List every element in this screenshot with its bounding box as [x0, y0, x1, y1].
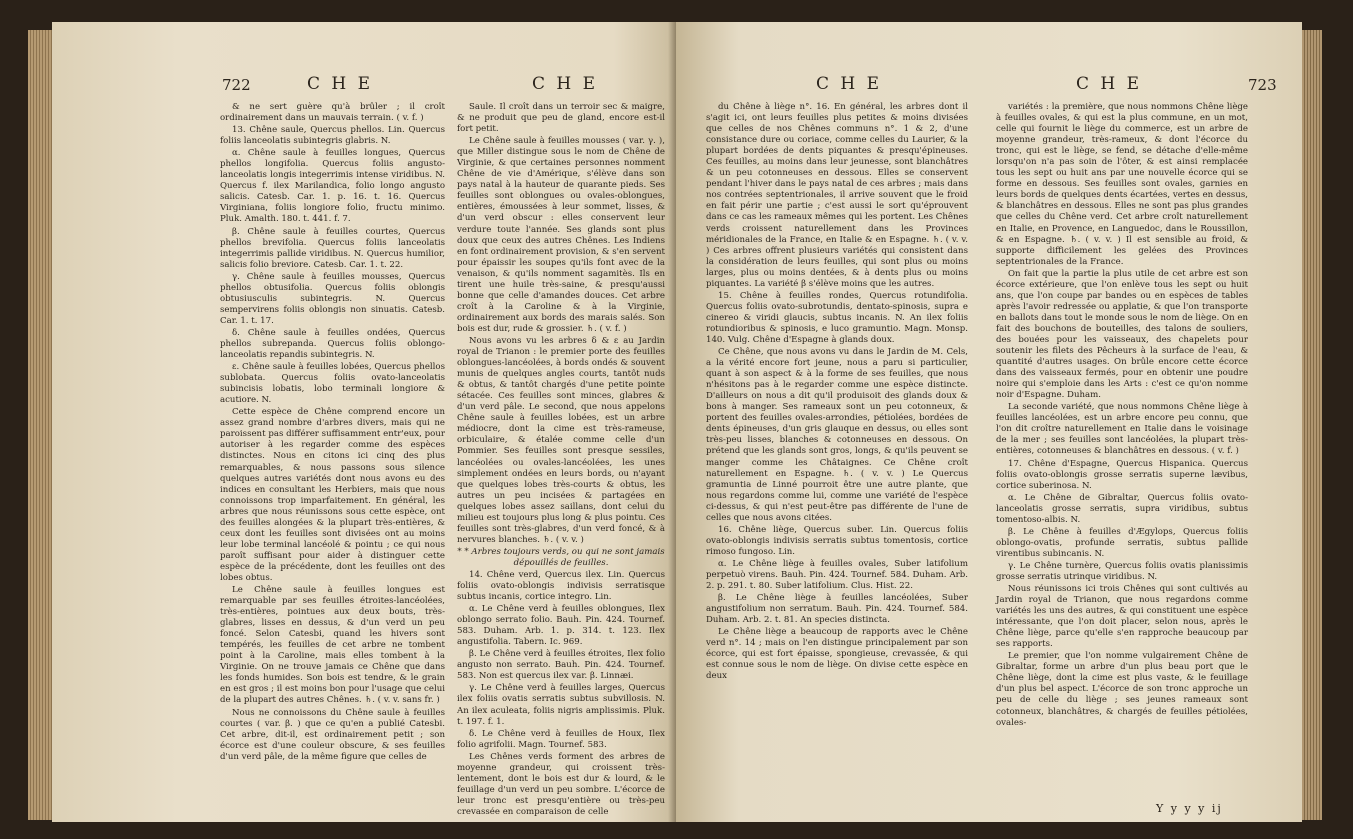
paragraph: Le premier, que l'on nomme vulgairement Chêne de Gibraltar, forme un arbre d'un plus beau port que le Chêne liège, dont la cime est plus vaste, & le feuillage d'un plus bel aspect. L'écorce de son tronc approche un peu de celle du liège ; ses jeunes rameaux sont cotonneux, blanchâtres, & chargés de feuilles pétiolées, ovales- — [996, 651, 1248, 728]
right-running-head-2: C H E — [1076, 74, 1143, 94]
paragraph: β. Chêne saule à feuilles courtes, Quercus phellos brevifolia. Quercus foliis lanceolatis integerrimis pallide viridibus. N. Quercus humilior, salicis folio breviore. Catesb. Car. 1. t. 22. — [220, 226, 445, 270]
right-page-column-1 — [706, 102, 968, 683]
left-page-number: 722 — [222, 76, 251, 94]
left-page-header — [52, 74, 676, 96]
paragraph: γ. Chêne saule à feuilles mousses, Quercus phellos obtusifolia. Quercus foliis oblongis obtusiusculis subintegris. N. Quercus sempervirens foliis oblongis non sinuatis. Catesb. Car. 1. t. 17. — [220, 271, 445, 326]
signature-mark: Y y y y ij — [1156, 802, 1223, 815]
paragraph: Le Chêne saule à feuilles longues est remarquable par ses feuilles étroites-lancéolées, très-entières, pointues aux deux bouts, très-glabres, lisses en dessus, & d'un verd un peu foncé. Selon Catesbi, quand les hivers sont tempérés, les feuilles de cet arbre ne tombent point à la Caroline, mais elles tombent à la Virginie. On ne trouve jamais ce Chêne que dans les fonds humides. Son bois est tendre, & le grain en est gros ; il est moins bon pour l'usage que celui de la plupart des autres Chênes. ♄. ( v. v. sans fr. ) — [220, 585, 445, 706]
left-page-column-2 — [457, 102, 665, 819]
paragraph: α. Chêne saule à feuilles longues, Quercus phellos longifolia. Quercus foliis angusto-lanceolatis longis integerrimis intense viridibus. N. Quercus f. ilex Marilandica, folio longo angusto salicis. Catesb. Car. 1. p. 16. t. 16. Quercus Virginiana, foliis longiore folio, fructu minimo. Pluk. Amalth. 180. t. 441. f. 7. — [220, 148, 445, 225]
right-running-head-1: C H E — [816, 74, 883, 94]
paragraph: ε. Chêne saule à feuilles lobées, Quercus phellos sublobata. Quercus foliis ovato-lanceolatis subincisis lobatis, lobo terminali longiore & acutiore. N. — [220, 362, 445, 406]
paragraph: γ. Le Chêne verd à feuilles larges, Quercus ilex foliis ovatis serratis subtus subvillosis. N. An ilex aculeata, foliis nigris amplissimis. Pluk. t. 197. f. 1. — [457, 683, 665, 727]
paragraph: variétés : la première, que nous nommons Chêne liège à feuilles ovales, & qui est la plus commune, en un mot, celle qui fournit le liège du commerce, est un arbre de moyenne grandeur, très-rameux, & dont l'écorce du tronc, qui est le liège, se fend, se détache d'elle-même lorsqu'on n'a pas soin de l'ôter, & est ainsi remplacée tous les sept ou huit ans par une nouvelle écorce qui se forme en dessous. Ses feuilles sont ovales, garnies en leurs bords de quelques dents écartées, vertes en dessus, & blanchâtres en dessous. Elles ne sont pas plus grandes que celles du Chêne verd. Cet arbre croît naturellement en Italie, en Provence, en Languedoc, dans le Roussillon, & en Espagne. ♄. ( v. v. ) Il est sensible au froid, & supporte difficilement les gelées des Provinces septentrionales de la France. — [996, 102, 1249, 267]
paragraph: β. Le Chêne à feuilles d'Ægylops, Quercus foliis oblongo-ovatis, profunde serratis, subtus pallide virentibus subincanis. N. — [996, 526, 1248, 559]
paragraph: α. Le Chêne liège à feuilles ovales, Suber latifolium perpetuò virens. Bauh. Pin. 424. Tournef. 584. Duham. Arb. 2. p. 291. t. 80. Suber latifolium. Clus. Hist. 22. — [706, 558, 968, 592]
paragraph: Nous avons vu les arbres δ & ε au Jardin royal de Trianon : le premier porte des feuilles oblongues-lancéolées, à bords ondés & souvent munis de quelques angles courts, tantôt nuds & obtus, & tantôt chargés d'une petite pointe sétacée. Ces feuilles sont minces, glabres & d'un verd pâle. Le second, que nous appelons Chêne saule à feuilles lobées, est un arbre médiocre, dont la cime est très-rameuse, orbiculaire, & étalée comme celle d'un Pommier. Ses feuilles sont presque sessiles, lancéolées ou ovales-lancéolées, les unes simplement ondées en leurs bords, ou n'ayant que quelques lobes très-courts & obtus, les autres un peu incisées & partagées en quelques lobes assez saillans, dont celui du milieu est toujours plus long & plus pointu. Ces feuilles sont très-glabres, d'un verd foncé, & à nervures blanches. ♄. ( v. v. ) — [457, 335, 665, 545]
paragraph: α. Le Chêne de Gibraltar, Quercus foliis ovato-lanceolatis grosse serratis, supra viridibus, subtus tomentoso-albis. N. — [996, 492, 1248, 525]
left-page-column-1 — [220, 102, 445, 764]
paragraph: La seconde variété, que nous nommons Chêne liège à feuilles lancéolées, est un arbre encore peu connu, que l'on dit croître naturellement en Italie dans le voisinage de la mer ; ses feuilles sont lancéolées, la plupart très-entières, cotonneuses & blanchâtres en dessous. ( v. f. ) — [996, 402, 1248, 457]
right-page — [676, 22, 1302, 822]
left-running-head-2: C H E — [532, 74, 599, 94]
paragraph: du Chêne à liège n°. 16. En général, les arbres dont il s'agit ici, ont leurs feuilles plus petites & moins divisées que celles de nos Chênes communs n°. 1 & 2, d'une consistance dure ou coriace, comme celles du Laurier, & la plupart bordées de dents piquantes & presqu'épineuses. Ces feuilles, au moins dans leur jeunesse, sont blanchâtres & un peu cotonneuses en dessous. Elles se conservent pendant l'hiver dans le pays natal de ces arbres ; mais dans nos contrées septentrionales, il arrive souvent que le froid en fait périr une partie ; c'est aussi le sort qu'éprouvent dans ce cas les rameaux mêmes qui les portent. Les Chênes verds croissent naturellement dans les Provinces méridionales de la France, en Italie & en Espagne. ♄. ( v. v. ) Ces arbres offrent plusieurs variétés qui consistent dans la considération de leurs feuilles, qui sont plus ou moins larges, plus ou moins dentées, & à dents plus ou moins piquantes. La variété β s'élève moins que les autres. — [706, 102, 968, 289]
paragraph: Le Chêne liège a beaucoup de rapports avec le Chêne verd n°. 14 ; mais on l'en distingue principalement par son écorce, qui est fort épaisse, spongieuse, crevassée, & qui est connue sous le nom de liège. On divise cette espèce en deux — [706, 627, 968, 682]
paragraph: 16. Chêne liège, Quercus suber. Lin. Quercus foliis ovato-oblongis indivisis serratis subtus tomentosis, cortice rimoso fungoso. Lin. — [706, 524, 968, 557]
paragraph: 15. Chêne à feuilles rondes, Quercus rotundifolia. Quercus foliis ovato-subrotundis, dentato-spinosis, supra e cinereo & viridi glaucis, subtus incanis. N. An ilex foliis rotundioribus & spinosis, e luco gramuntio. Magn. Monsp. 140. Vulg. Chêne d'Espagne à glands doux. — [706, 290, 968, 345]
paragraph: Le Chêne saule à feuilles mousses ( var. γ. ), que Miller distingue sous le nom de Chêne de Virginie, & que certaines personnes nomment Chêne de vie d'Amérique, s'élève dans son pays natal à la hauteur de quarante pieds. Ses feuilles sont oblongues ou ovales-oblongues, entières, émoussées à leur sommet, lisses, & d'un verd obscur : elles conservent leur verdure toute l'année. Ses glands sont plus doux que ceux des autres Chênes. Les Indiens en font ordinairement provision, & s'en servent pour épaissir les soupes qu'ils font avec de la venaison, & qu'ils nomment sagamitès. Ils en tirent une huile très-saine, & presqu'aussi bonne que celle d'amandes douces. Cet arbre croît à la Caroline & à la Virginie, ordinairement aux bords des marais salés. Son bois est dur, rude & grossier. ♄. ( v. f. ) — [457, 136, 665, 334]
paragraph: Saule. Il croît dans un terroir sec & maigre, & ne produit que peu de gland, encore est-il fort petit. — [457, 102, 665, 135]
paragraph: Ce Chêne, que nous avons vu dans le Jardin de M. Cels, a la vérité encore fort jeune, nous a paru si particulier, quant à son aspect & à la forme de ses feuilles, que nous n'hésitons pas à le regarder comme une espèce distincte. D'ailleurs on nous a dit qu'il produisoit des glands doux & bons à manger. Ses rameaux sont un peu cotonneux, & portent des feuilles ovales-arrondies, pétiolées, bordées de dents épineuses, d'un gris glauque en dessus, ou elles sont très-peu lisses, blanches & cotonneuses en dessous. On prétend que les glands sont gros, longs, & qu'ils peuvent se manger comme les Châtaignes. Ce Chêne croît naturellement en Espagne. ♄. ( v. v. ) Le Quercus gramuntia de Linné pourroit être une autre plante, que nous regardons comme lui, comme une variété de l'espèce ci-dessus, & qui n'est peut-être pas différente de l'une de celles que nous avons citées. — [706, 347, 968, 523]
right-page-column-2 — [996, 102, 1248, 730]
right-page-header — [676, 74, 1302, 96]
paragraph: * * Arbres toujours verds, ou qui ne sont jamais dépouillés de feuilles. — [457, 546, 665, 568]
paragraph: δ. Le Chêne verd à feuilles de Houx, Ilex folio agrifolii. Magn. Tournef. 583. — [457, 728, 665, 750]
paragraph: & ne sert guère qu'à brûler ; il croît ordinairement dans un mauvais terrain. ( v. f. ) — [220, 102, 445, 124]
paragraph: Cette espèce de Chêne comprend encore un assez grand nombre d'arbres divers, mais qui ne paroissent pas différer suffisamment entr'eux, pour autoriser à les regarder comme des espèces distinctes. Nous en citons ici cinq des plus remarquables, & nous passons sous silence quelques autres variétés dont nous avons eu des indices en consultant les Herbiers, mais que nous connoissons trop imparfaitement. En général, les arbres que nous réunissons sous cette espèce, ont des feuilles alongées & la plupart très-entières, & ceux dont les feuilles sont divisées ont au moins leur lobe terminal lancéolé & pointu ; ce qui nous paroît suffisant pour aider à distinguer cette espèce de la précédente, dont les feuilles ont des lobes obtus. — [220, 407, 445, 583]
left-page — [52, 22, 676, 822]
left-running-head-1: C H E — [307, 74, 374, 94]
paragraph: 14. Chêne verd, Quercus ilex. Lin. Quercus foliis ovato-oblongis indivisis serratisque subtus incanis, cortice integro. Lin. — [457, 569, 665, 603]
paragraph: δ. Chêne saule à feuilles ondées, Quercus phellos subrepanda. Quercus foliis oblongo-lanceolatis repandis subintegris. N. — [220, 327, 445, 361]
paragraph: β. Le Chêne verd à feuilles étroites, Ilex folio angusto non serrato. Bauh. Pin. 424. Tournef. 583. Non est quercus ilex var. β. Linnæi. — [457, 649, 665, 682]
paragraph: Les Chênes verds forment des arbres de moyenne grandeur, qui croissent très-lentement, dont le bois est dur & lourd, & le feuillage d'un verd un peu sombre. L'écorce de leur tronc est presqu'entière ou très-peu crevassée en comparaison de celle — [457, 751, 665, 817]
paragraph: 13. Chêne saule, Quercus phellos. Lin. Quercus foliis lanceolatis subintegris glabris. N. — [220, 125, 445, 147]
paragraph: β. Le Chêne liège à feuilles lancéolées, Suber angustifolium non serratum. Bauh. Pin. 424. Tournef. 584. Duham. Arb. 2. t. 81. An species distincta. — [706, 593, 968, 626]
paragraph: α. Le Chêne verd à feuilles oblongues, Ilex oblongo serrato folio. Bauh. Pin. 424. Tournef. 583. Duham. Arb. 1. p. 314. t. 123. Ilex angustifolia. Tabern. Ic. 969. — [457, 604, 665, 648]
paragraph: Nous ne connoissons du Chêne saule à feuilles courtes ( var. β. ) que ce qu'en a publié Catesbi. Cet arbre, dit-il, est ordinairement petit ; son écorce est d'une couleur obscure, & ses feuilles d'un verd pâle, de la même figure que celles de — [220, 707, 445, 762]
paragraph: 17. Chêne d'Espagne, Quercus Hispanica. Quercus foliis ovato-oblongis grosse serratis superne lævibus, cortice suberinosa. N. — [996, 458, 1248, 491]
paragraph: On fait que la partie la plus utile de cet arbre est son écorce extérieure, que l'on enlève tous les sept ou huit ans, que l'on coupe par bandes ou en espèces de tables après l'avoir redressée ou applatie, & que l'on transporte en ballots dans tout le monde sous le nom de liège. On en fait des bouchons de bouteilles, des talons de souliers, des bouées pour les vaisseaux, des chapelets pour soutenir les filets des Pêcheurs à la surface de l'eau, & quantité d'autres usages. On brûle encore cette écorce dans des vaisseaux fermés, pour en obtenir une poudre noire qui s'emploie dans les Arts : c'est ce qu'on nomme noir d'Espagne. Duham. — [996, 268, 1248, 401]
paragraph: γ. Le Chêne turnère, Quercus foliis ovatis planissimis grosse serratis utrinque viridibus. N. — [996, 560, 1248, 582]
right-page-number: 723 — [1248, 76, 1277, 94]
paragraph: Nous réunissons ici trois Chênes qui sont cultivés au Jardin royal de Trianon, que nous regardons comme variétés les uns des autres, & qui constituent une espèce intéressante, que l'on doit placer, selon nous, après le Chêne liège, parce qu'elle s'en rapproche beaucoup par ses rapports. — [996, 584, 1248, 650]
